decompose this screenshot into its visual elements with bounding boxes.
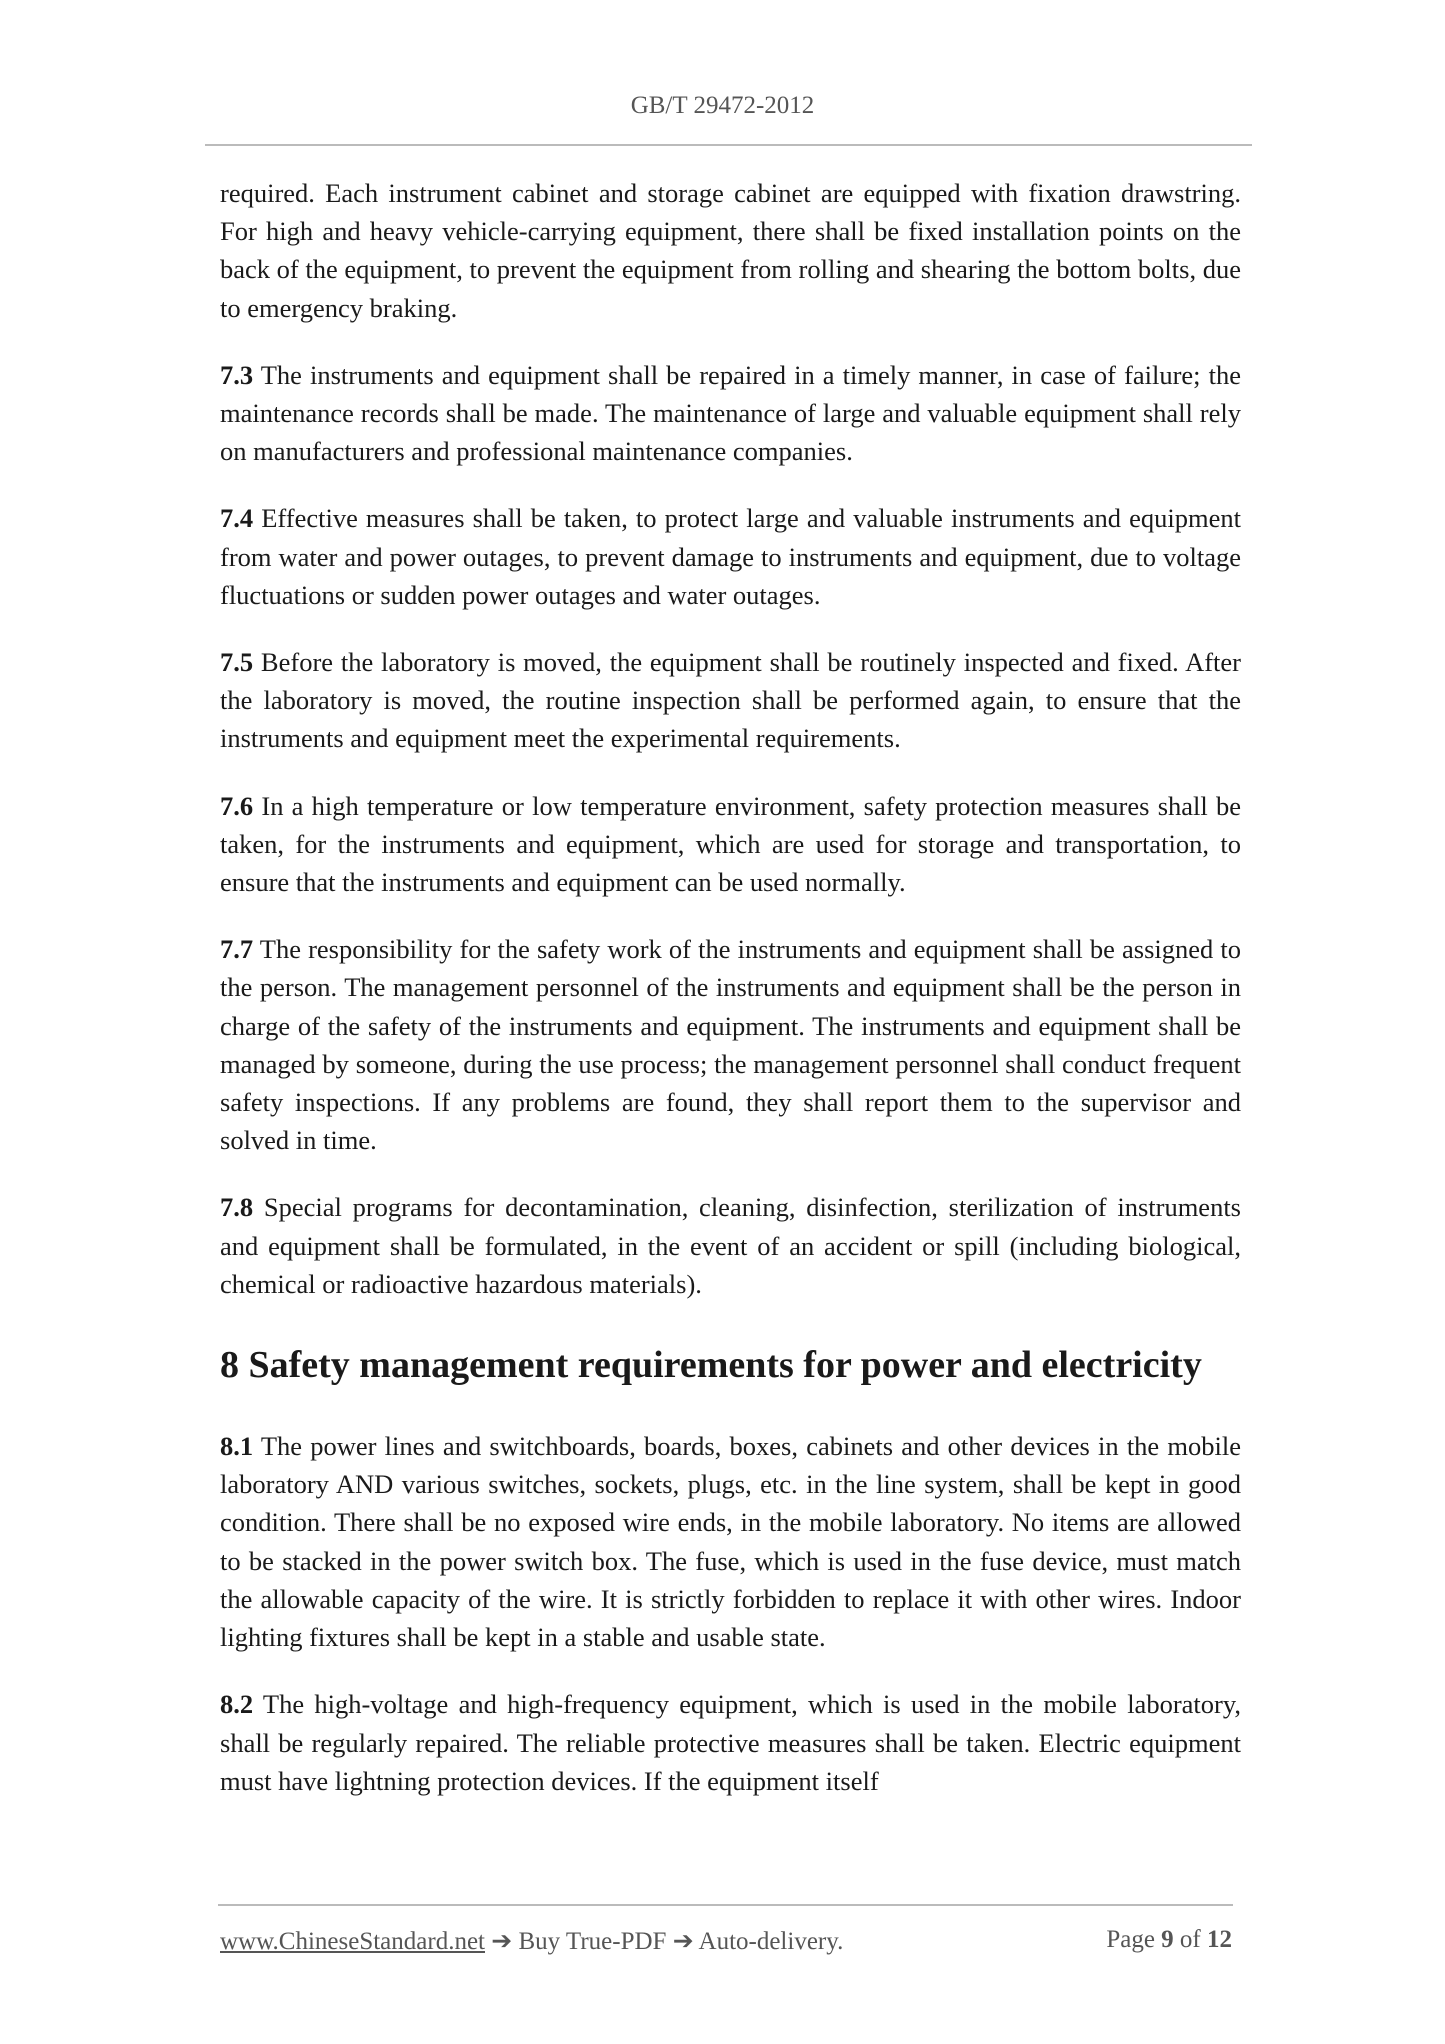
clause-7-6	[220, 787, 1241, 902]
document-body	[220, 174, 1241, 1829]
document-id-header: GB/T 29472-2012	[630, 92, 815, 119]
page-footer	[220, 1926, 1232, 1956]
page-label: Page	[1106, 1926, 1162, 1953]
paragraph-text: In a high temperature or low temperature environment, safety protection measures shall be taken, for the instruments and equipment, which are used for storage and transportation, to ensure that the instruments and equipment can be used normally.	[220, 790, 1241, 898]
clause-8-1	[220, 1427, 1241, 1656]
clause-7-4	[220, 499, 1241, 614]
paragraph-text: required. Each instrument cabinet and storage cabinet are equipped with fixation drawstring. For high and heavy vehicle-carrying equipment, there shall be fixed installation points on the back of the equipment, to prevent the equipment from rolling and shearing the bottom bolts, due to emergency braking.	[220, 178, 1241, 323]
page-number: 9	[1161, 1926, 1174, 1953]
paragraph-continued	[220, 174, 1241, 327]
header-divider	[205, 144, 1252, 146]
delivery-text: Auto-delivery.	[693, 1928, 844, 1955]
arrow-icon: ➔	[491, 1928, 513, 1955]
page-total: 12	[1207, 1926, 1232, 1953]
clause-number: 7.4	[220, 503, 254, 534]
clause-number: 7.3	[220, 359, 254, 390]
paragraph-text: Special programs for decontamination, cleaning, disinfection, sterilization of instruments and equipment shall be formulated, in the event of an accident or spill (including biological, chemical or radioactive hazardous materials).	[220, 1192, 1241, 1299]
section-8-heading: 8 Safety management requirements for power and electricity	[220, 1344, 1202, 1387]
clause-number: 7.8	[220, 1192, 254, 1223]
clause-8-2	[220, 1685, 1241, 1800]
of-label: of	[1173, 1926, 1207, 1953]
website-link[interactable]: www.ChineseStandard.net	[220, 1928, 485, 1955]
clause-7-3	[220, 356, 1241, 471]
clause-number: 7.7	[220, 934, 254, 965]
clause-7-8	[220, 1188, 1241, 1303]
paragraph-text: Effective measures shall be taken, to protect large and valuable instruments and equipment from water and power outages, to prevent damage to instruments and equipment, due to voltage fluctuations or sudden power outages and water outages.	[220, 503, 1241, 610]
paragraph-text: The instruments and equipment shall be repaired in a timely manner, in case of failure; the maintenance records shall be made. The maintenance of large and valuable equipment shall rely on manufacturers and professional maintenance companies.	[220, 359, 1241, 467]
buy-text: Buy True-PDF	[512, 1928, 673, 1955]
paragraph-text: Before the laboratory is moved, the equipment shall be routinely inspected and fixed. After the laboratory is moved, the routine inspection shall be performed again, to ensure that the instruments and equipment meet the experimental requirements.	[220, 647, 1241, 754]
paragraph-text: The high-voltage and high-frequency equipment, which is used in the mobile laboratory, shall be regularly repaired. The reliable protective measures shall be taken. Electric equipment must have lightning protection devices. If the equipment itself	[220, 1689, 1241, 1796]
clause-number: 7.5	[220, 647, 254, 678]
clause-7-7	[220, 930, 1241, 1159]
clause-7-5	[220, 643, 1241, 758]
clause-number: 7.6	[220, 790, 254, 821]
footer-promo	[220, 1926, 843, 1956]
paragraph-text: The power lines and switchboards, boards, boxes, cabinets and other devices in the mobile laboratory AND various switches, sockets, plugs, etc. in the line system, shall be kept in good condition. There shall be no exposed wire ends, in the mobile laboratory. No items are allowed to be stacked in the power switch box. The fuse, which is used in the fuse device, must match the allowable capacity of the wire. It is strictly forbidden to replace it with other wires. Indoor lighting fixtures shall be kept in a stable and usable state.	[220, 1431, 1241, 1653]
paragraph-text: The responsibility for the safety work of the instruments and equipment shall be assigned to the person. The management personnel of the instruments and equipment shall be the person in charge of the safety of the instruments and equipment. The instruments and equipment shall be managed by someone, during the use process; the management personnel shall conduct frequent safety inspections. If any problems are found, they shall report them to the supervisor and solved in time.	[220, 934, 1241, 1156]
page-indicator	[1106, 1926, 1232, 1956]
clause-number: 8.2	[220, 1689, 254, 1720]
arrow-icon: ➔	[672, 1928, 694, 1955]
footer-divider	[218, 1904, 1233, 1906]
clause-number: 8.1	[220, 1431, 254, 1462]
